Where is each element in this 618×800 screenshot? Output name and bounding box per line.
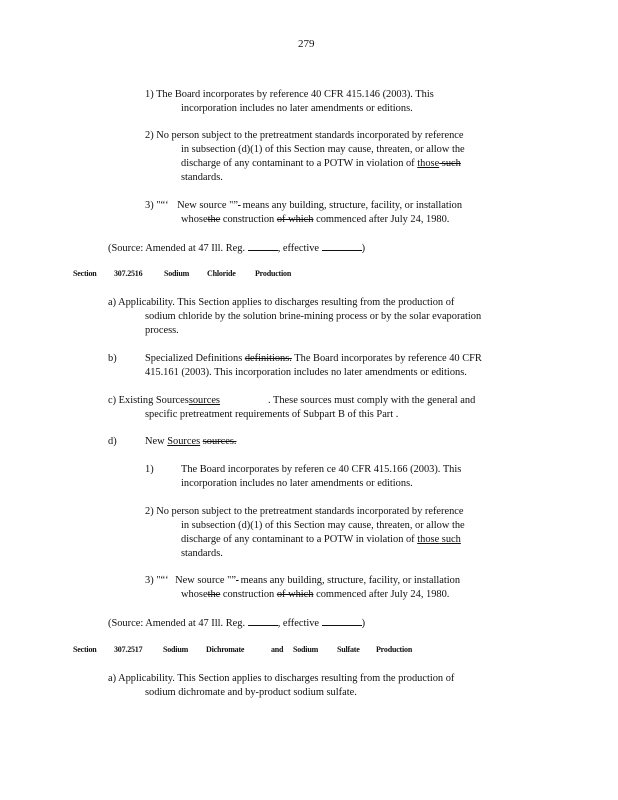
- deleted-text: such: [439, 158, 461, 169]
- section-title-word: Sodium: [293, 645, 319, 654]
- section-title-word: and: [271, 645, 284, 654]
- paragraph-line: 415.161 (2003). This incorporation includes no later amendments or editions.: [145, 367, 467, 378]
- paragraph-line: 3) "“‘ New source "” means any building, structure, facility, or installation: [145, 200, 463, 211]
- list-label: b): [108, 353, 117, 364]
- paragraph-line: standards.: [181, 548, 223, 559]
- section-title-word: Sodium: [163, 645, 189, 654]
- paragraph-line: The Board incorporates by referen ce 40 CFR 415.166 (2003). This: [181, 464, 462, 475]
- paragraph-line: 2) No person subject to the pretreatment standards incorporated by reference: [145, 130, 464, 141]
- blank-line: [322, 241, 362, 251]
- paragraph-line: sodium dichromate and by-product sodium sulfate.: [145, 687, 357, 698]
- section-label: Section: [73, 645, 97, 654]
- inserted-text: those: [417, 158, 440, 169]
- blank-line: [248, 616, 278, 626]
- section-title-word: Sodium: [164, 269, 190, 278]
- section-number: 307.2517: [114, 645, 143, 654]
- paragraph-line: in subsection (d)(1) of this Section may cause, threaten, or allow the: [181, 520, 465, 531]
- deleted-text: the: [207, 589, 221, 600]
- paragraph-line: 1) The Board incorporates by reference 40 CFR 415.146 (2003). This: [145, 89, 434, 100]
- paragraph-line: discharge of any contaminant to a POTW in violation of those such: [181, 158, 461, 169]
- deleted-text: sources.: [202, 436, 237, 447]
- source-note: (Source: Amended at 47 Ill. Reg. , effective ): [108, 243, 366, 254]
- section-heading: [0, 269, 618, 281]
- page-number: 279: [298, 38, 315, 50]
- section-title-word: Dichromate: [206, 645, 245, 654]
- list-label: d): [108, 436, 117, 447]
- inserted-text: those: [417, 534, 440, 545]
- section-number: 307.2516: [114, 269, 143, 278]
- section-label: Section: [73, 269, 97, 278]
- deleted-text: of which: [276, 589, 314, 600]
- paragraph-line: specific pretreatment requirements of Subpart B of this Part .: [145, 409, 399, 420]
- paragraph-line: whosethe construction of which commenced after July 24, 1980.: [181, 214, 450, 225]
- paragraph-line: whosethe construction of which commenced after July 24, 1980.: [181, 589, 450, 600]
- paragraph-line: incorporation includes no later amendments or editions.: [181, 103, 413, 114]
- paragraph-line: sodium chloride by the solution brine-mining process or by the solar evaporation: [145, 311, 482, 322]
- section-title-word: Sulfate: [337, 645, 360, 654]
- paragraph-line: in subsection (d)(1) of this Section may cause, threaten, or allow the: [181, 144, 465, 155]
- section-title-word: Chloride: [207, 269, 236, 278]
- deleted-text: of which: [276, 214, 314, 225]
- paragraph-line: 3) "“‘ New source "” means any building, structure, facility, or installation: [145, 575, 461, 586]
- deleted-text: the: [207, 214, 221, 225]
- blank-line: [322, 616, 362, 626]
- paragraph-line: standards.: [181, 172, 223, 183]
- paragraph-line: 2) No person subject to the pretreatment standards incorporated by reference: [145, 506, 464, 517]
- inserted-text: sources: [188, 395, 220, 406]
- paragraph-line: a) Applicability. This Section applies to discharges resulting from the production of: [108, 673, 455, 684]
- paragraph-line: Specialized Definitions definitions. The Board incorporates by reference 40 CFR: [145, 353, 482, 364]
- section-title-word: Production: [376, 645, 413, 654]
- inserted-text: Sources: [167, 436, 201, 447]
- list-label: 1): [145, 464, 154, 475]
- source-note: (Source: Amended at 47 Ill. Reg. , effective ): [108, 618, 366, 629]
- section-heading: [0, 645, 618, 657]
- inserted-text: such: [439, 534, 461, 545]
- blank-line: [248, 241, 278, 251]
- paragraph-line: discharge of any contaminant to a POTW in violation of those such: [181, 534, 461, 545]
- paragraph-line: a) Applicability. This Section applies to discharges resulting from the production of: [108, 297, 455, 308]
- paragraph-line: incorporation includes no later amendments or editions.: [181, 478, 413, 489]
- section-title-word: Production: [255, 269, 292, 278]
- paragraph-line: c) Existing Sourcessources . These sources must comply with the general and: [108, 395, 476, 406]
- paragraph-line: process.: [145, 325, 179, 336]
- deleted-text: definitions.: [244, 353, 292, 364]
- paragraph-line: New Sources sources.: [145, 435, 247, 449]
